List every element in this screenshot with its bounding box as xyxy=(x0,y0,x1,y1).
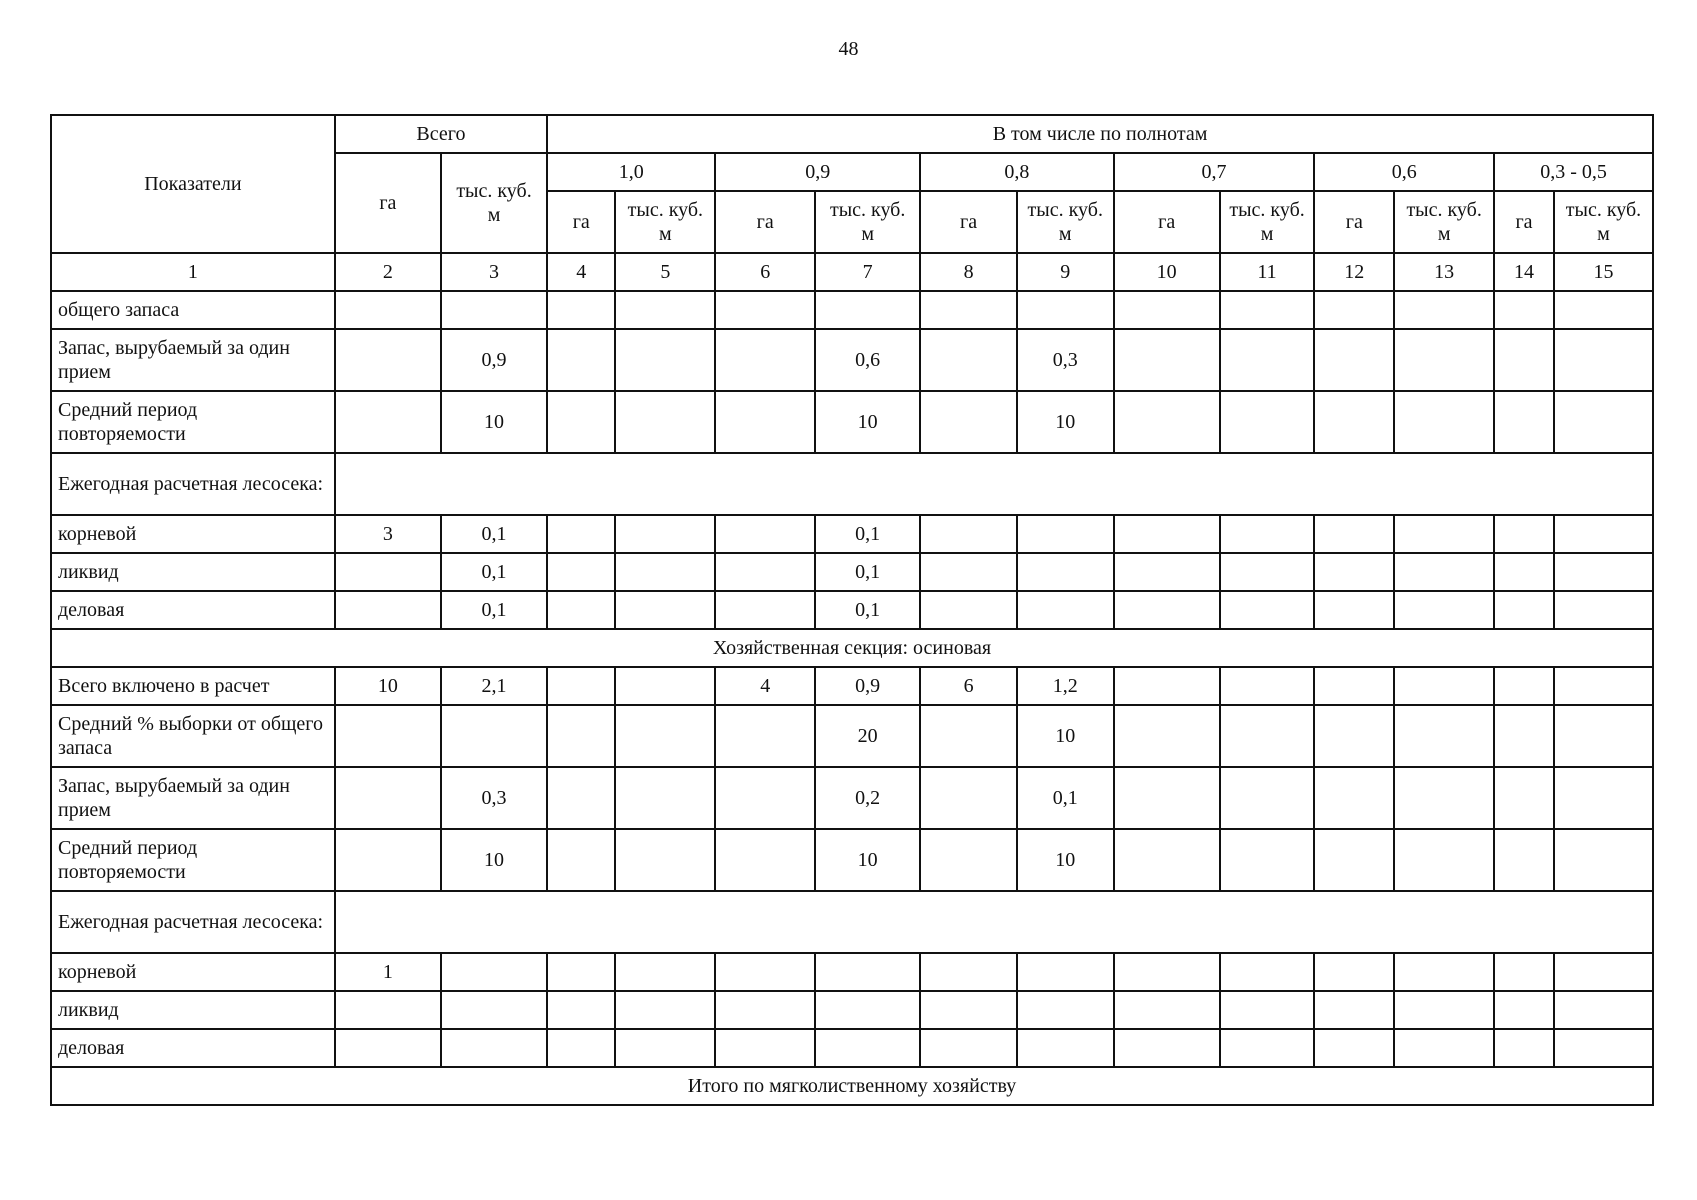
table-cell: 10 xyxy=(441,391,547,453)
table-row xyxy=(51,1029,1653,1067)
table-cell xyxy=(1314,591,1394,629)
row-label: общего запаса xyxy=(51,291,335,329)
table-cell xyxy=(920,391,1017,453)
table-cell xyxy=(615,829,715,891)
table-cell xyxy=(1394,953,1494,991)
table-cell xyxy=(1394,329,1494,391)
column-number: 5 xyxy=(615,253,715,291)
section-title: Итого по мягколиственному хозяйству xyxy=(51,1067,1653,1105)
header-unit-volume: тыс. куб. м xyxy=(1017,191,1114,253)
header-unit-volume: тыс. куб. м xyxy=(1394,191,1494,253)
table-cell xyxy=(335,829,441,891)
table-cell xyxy=(715,829,815,891)
table-cell xyxy=(547,705,615,767)
table-cell xyxy=(1017,953,1114,991)
table-cell xyxy=(1114,291,1220,329)
table-cell xyxy=(1394,1029,1494,1067)
column-number: 10 xyxy=(1114,253,1220,291)
table-cell xyxy=(1494,391,1554,453)
table-cell xyxy=(615,953,715,991)
column-number: 15 xyxy=(1554,253,1653,291)
row-label: Запас, вырубаемый за один прием xyxy=(51,329,335,391)
table-cell: 3 xyxy=(335,515,441,553)
table-cell xyxy=(1220,991,1315,1029)
table-cell xyxy=(547,591,615,629)
table-cell xyxy=(1220,767,1315,829)
table-cell xyxy=(1554,667,1653,705)
table-cell xyxy=(615,767,715,829)
table-cell xyxy=(1017,1029,1114,1067)
column-number: 2 xyxy=(335,253,441,291)
column-number: 8 xyxy=(920,253,1017,291)
column-number: 14 xyxy=(1494,253,1554,291)
table-row xyxy=(51,667,1653,705)
table-cell: 0,1 xyxy=(815,515,920,553)
table-cell xyxy=(1494,291,1554,329)
table-cell xyxy=(1314,515,1394,553)
row-label: Средний период повторяемости xyxy=(51,829,335,891)
row-label: Средний % выборки от общего запаса xyxy=(51,705,335,767)
table-cell xyxy=(920,1029,1017,1067)
table-cell: 20 xyxy=(815,705,920,767)
row-label: Всего включено в расчет xyxy=(51,667,335,705)
table-cell xyxy=(1554,553,1653,591)
header-unit-volume: тыс. куб. м xyxy=(815,191,920,253)
header-unit-ha: га xyxy=(547,191,615,253)
table-cell: 0,3 xyxy=(441,767,547,829)
table-cell xyxy=(1494,705,1554,767)
table-cell xyxy=(715,553,815,591)
table-cell xyxy=(441,291,547,329)
table-cell xyxy=(1314,953,1394,991)
table-cell xyxy=(615,553,715,591)
table-cell xyxy=(1394,291,1494,329)
table-cell xyxy=(1394,515,1494,553)
table-cell xyxy=(1220,515,1315,553)
table-cell xyxy=(1394,767,1494,829)
section-row xyxy=(51,629,1653,667)
table-cell: 0,6 xyxy=(815,329,920,391)
table-cell xyxy=(1554,291,1653,329)
table-cell xyxy=(920,329,1017,391)
header-unit-ha: га xyxy=(1114,191,1220,253)
table-cell xyxy=(715,953,815,991)
table-cell xyxy=(1314,553,1394,591)
table-cell xyxy=(1017,591,1114,629)
table-body xyxy=(51,115,1653,1105)
table-cell xyxy=(1017,991,1114,1029)
table-cell xyxy=(1494,991,1554,1029)
column-number: 11 xyxy=(1220,253,1315,291)
table-row xyxy=(51,553,1653,591)
table-cell: 4 xyxy=(715,667,815,705)
table-cell xyxy=(1554,767,1653,829)
table-cell xyxy=(547,953,615,991)
column-number: 1 xyxy=(51,253,335,291)
table-cell xyxy=(1394,991,1494,1029)
table-cell: 0,3 xyxy=(1017,329,1114,391)
table-cell xyxy=(1554,1029,1653,1067)
table-cell: 0,1 xyxy=(441,553,547,591)
table-cell xyxy=(1220,591,1315,629)
table-cell xyxy=(441,1029,547,1067)
table-cell: 0,1 xyxy=(815,591,920,629)
table-cell xyxy=(615,667,715,705)
row-label: корневой xyxy=(51,953,335,991)
row-label: корневой xyxy=(51,515,335,553)
table-cell xyxy=(715,291,815,329)
row-label: Ежегодная расчетная лесосека: xyxy=(51,891,335,953)
table-cell xyxy=(1494,591,1554,629)
table-cell xyxy=(547,829,615,891)
table-cell xyxy=(1017,515,1114,553)
table-cell xyxy=(335,1029,441,1067)
table-cell xyxy=(615,329,715,391)
row-label: ликвид xyxy=(51,553,335,591)
table-cell xyxy=(1494,953,1554,991)
table-cell xyxy=(335,553,441,591)
table-cell xyxy=(1220,667,1315,705)
header-density-2: 0,9 xyxy=(715,153,920,191)
table-cell xyxy=(1314,829,1394,891)
table-cell xyxy=(335,329,441,391)
table-cell xyxy=(1114,991,1220,1029)
table-cell xyxy=(547,329,615,391)
table-row xyxy=(51,591,1653,629)
table-cell xyxy=(1314,667,1394,705)
table-cell xyxy=(920,291,1017,329)
table-row xyxy=(51,829,1653,891)
table-row xyxy=(51,767,1653,829)
column-number-row xyxy=(51,253,1653,291)
table-cell xyxy=(335,591,441,629)
table-cell xyxy=(715,767,815,829)
table-cell xyxy=(1394,591,1494,629)
table-cell: 10 xyxy=(441,829,547,891)
table-row xyxy=(51,391,1653,453)
table-cell xyxy=(615,391,715,453)
row-label: Ежегодная расчетная лесосека: xyxy=(51,453,335,515)
table-cell xyxy=(547,1029,615,1067)
table-cell xyxy=(1554,591,1653,629)
table-cell xyxy=(615,991,715,1029)
table-cell xyxy=(920,829,1017,891)
header-unit-ha: га xyxy=(920,191,1017,253)
table-cell: 10 xyxy=(1017,829,1114,891)
table-row xyxy=(51,891,1653,953)
header-density-3: 0,8 xyxy=(920,153,1113,191)
column-number: 13 xyxy=(1394,253,1494,291)
table-cell xyxy=(920,953,1017,991)
page-number: 48 xyxy=(838,38,859,60)
table-cell xyxy=(441,705,547,767)
table-cell xyxy=(547,667,615,705)
table-row xyxy=(51,991,1653,1029)
section-row xyxy=(51,1067,1653,1105)
table-cell xyxy=(1394,553,1494,591)
table-cell xyxy=(547,767,615,829)
table-cell xyxy=(715,705,815,767)
table-cell xyxy=(335,291,441,329)
column-number: 7 xyxy=(815,253,920,291)
table-cell xyxy=(715,391,815,453)
table-cell xyxy=(547,515,615,553)
row-label: Средний период повторяемости xyxy=(51,391,335,453)
table-cell xyxy=(1394,667,1494,705)
table-cell: 0,1 xyxy=(815,553,920,591)
table-cell xyxy=(1017,291,1114,329)
table-cell xyxy=(1554,991,1653,1029)
table-cell xyxy=(615,515,715,553)
table-cell: 2,1 xyxy=(441,667,547,705)
table-cell xyxy=(615,291,715,329)
header-unit-volume: тыс. куб. м xyxy=(615,191,715,253)
forest-harvest-table xyxy=(50,114,1654,1106)
table-cell xyxy=(1114,591,1220,629)
table-cell: 0,1 xyxy=(441,515,547,553)
table-cell xyxy=(1554,329,1653,391)
table-cell xyxy=(1554,829,1653,891)
table-cell xyxy=(1220,291,1315,329)
table-cell xyxy=(1114,515,1220,553)
table-cell xyxy=(1220,705,1315,767)
table-cell xyxy=(920,767,1017,829)
table-cell xyxy=(1494,767,1554,829)
table-cell: 10 xyxy=(1017,391,1114,453)
table-row xyxy=(51,291,1653,329)
table-cell xyxy=(615,705,715,767)
table-cell xyxy=(1394,705,1494,767)
table-cell xyxy=(441,953,547,991)
table-cell xyxy=(815,1029,920,1067)
table-cell: 1 xyxy=(335,953,441,991)
table-cell xyxy=(547,991,615,1029)
table-cell xyxy=(547,553,615,591)
header-total-volume: тыс. куб. м xyxy=(441,153,547,253)
table-cell xyxy=(1220,829,1315,891)
table-cell xyxy=(715,1029,815,1067)
header-unit-volume: тыс. куб. м xyxy=(1554,191,1653,253)
header-indicators: Показатели xyxy=(51,115,335,253)
table-cell xyxy=(1314,391,1394,453)
table-row xyxy=(51,515,1653,553)
header-by-density: В том числе по полнотам xyxy=(547,115,1653,153)
section-title: Хозяйственная секция: осиновая xyxy=(51,629,1653,667)
table-cell xyxy=(1554,515,1653,553)
column-number: 12 xyxy=(1314,253,1394,291)
column-number: 9 xyxy=(1017,253,1114,291)
table-cell: 10 xyxy=(1017,705,1114,767)
header-total: Всего xyxy=(335,115,547,153)
column-number: 6 xyxy=(715,253,815,291)
table-cell xyxy=(920,705,1017,767)
table-cell xyxy=(920,591,1017,629)
header-total-ha: га xyxy=(335,153,441,253)
table-cell xyxy=(1220,953,1315,991)
table-cell: 10 xyxy=(815,391,920,453)
table-cell xyxy=(615,1029,715,1067)
table-cell: 10 xyxy=(335,667,441,705)
table-row xyxy=(51,453,1653,515)
table-cell xyxy=(1114,1029,1220,1067)
table-cell xyxy=(1314,767,1394,829)
table-cell xyxy=(335,705,441,767)
table-cell xyxy=(920,991,1017,1029)
table-cell xyxy=(1394,829,1494,891)
header-unit-ha: га xyxy=(1494,191,1554,253)
header-unit-ha: га xyxy=(715,191,815,253)
table-cell xyxy=(1220,553,1315,591)
table-cell: 1,2 xyxy=(1017,667,1114,705)
table-cell xyxy=(1494,329,1554,391)
table-cell xyxy=(1494,1029,1554,1067)
table-cell xyxy=(1494,553,1554,591)
row-label: деловая xyxy=(51,591,335,629)
table-cell: 6 xyxy=(920,667,1017,705)
table-cell xyxy=(1220,1029,1315,1067)
table-cell xyxy=(1114,329,1220,391)
header-unit-ha: га xyxy=(1314,191,1394,253)
header-row-1 xyxy=(51,115,1653,153)
table-cell xyxy=(335,991,441,1029)
table-cell xyxy=(1314,1029,1394,1067)
table-cell: 0,1 xyxy=(441,591,547,629)
table-row xyxy=(51,953,1653,991)
table-cell: 0,2 xyxy=(815,767,920,829)
table-cell: 0,1 xyxy=(1017,767,1114,829)
table-cell xyxy=(441,991,547,1029)
header-density-4: 0,7 xyxy=(1114,153,1315,191)
empty-span-cell xyxy=(335,453,1653,515)
table-cell xyxy=(1494,829,1554,891)
table-cell xyxy=(547,391,615,453)
row-label: деловая xyxy=(51,1029,335,1067)
table-cell xyxy=(1114,767,1220,829)
table-cell xyxy=(1314,329,1394,391)
table-cell xyxy=(815,291,920,329)
header-density-5: 0,6 xyxy=(1314,153,1494,191)
table-cell xyxy=(815,991,920,1029)
table-cell xyxy=(1220,391,1315,453)
header-density-1: 1,0 xyxy=(547,153,715,191)
table-cell xyxy=(1017,553,1114,591)
table-cell: 0,9 xyxy=(441,329,547,391)
column-number: 3 xyxy=(441,253,547,291)
table-cell xyxy=(335,767,441,829)
table-cell xyxy=(1114,391,1220,453)
table-cell xyxy=(920,515,1017,553)
row-label: ликвид xyxy=(51,991,335,1029)
table-cell xyxy=(1554,705,1653,767)
table-cell xyxy=(547,291,615,329)
table-cell xyxy=(715,991,815,1029)
table-cell xyxy=(715,591,815,629)
table-cell xyxy=(920,553,1017,591)
table-cell xyxy=(1494,667,1554,705)
table-cell: 10 xyxy=(815,829,920,891)
header-unit-volume: тыс. куб. м xyxy=(1220,191,1315,253)
table-cell xyxy=(1114,829,1220,891)
empty-span-cell xyxy=(335,891,1653,953)
table-cell xyxy=(1220,329,1315,391)
table-row xyxy=(51,705,1653,767)
table-cell xyxy=(1314,991,1394,1029)
table-cell xyxy=(615,591,715,629)
table-cell xyxy=(1494,515,1554,553)
table-cell xyxy=(1554,391,1653,453)
table-cell xyxy=(715,515,815,553)
table-cell xyxy=(1314,705,1394,767)
table-cell xyxy=(1114,705,1220,767)
table-cell xyxy=(1314,291,1394,329)
table-cell xyxy=(1114,553,1220,591)
table-cell xyxy=(1114,667,1220,705)
row-label: Запас, вырубаемый за один прием xyxy=(51,767,335,829)
table-cell xyxy=(1394,391,1494,453)
table-cell xyxy=(335,391,441,453)
table-row xyxy=(51,329,1653,391)
column-number: 4 xyxy=(547,253,615,291)
header-density-6: 0,3 - 0,5 xyxy=(1494,153,1653,191)
table-cell xyxy=(815,953,920,991)
table-cell xyxy=(1554,953,1653,991)
table-cell: 0,9 xyxy=(815,667,920,705)
table-cell xyxy=(715,329,815,391)
table-cell xyxy=(1114,953,1220,991)
